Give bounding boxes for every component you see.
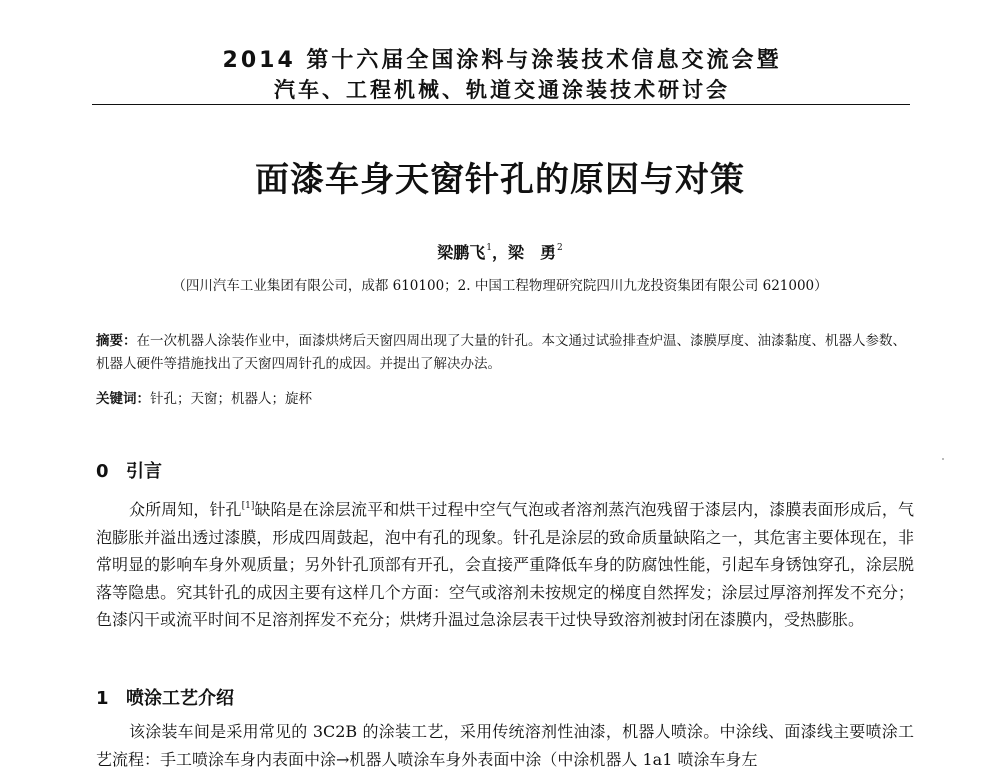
section-number: 0 — [96, 461, 109, 482]
conference-header — [92, 46, 912, 104]
section-heading-1 — [96, 684, 234, 710]
section-heading-0 — [96, 457, 162, 483]
citation-ref: [1] — [241, 501, 255, 511]
keywords-text: 针孔；天窗；机器人；旋杯 — [150, 391, 312, 407]
author-2: 梁 勇 — [508, 243, 557, 262]
header-rule — [92, 104, 910, 105]
authors — [0, 240, 1000, 263]
section-1-body — [96, 718, 914, 773]
section-0-body — [96, 493, 914, 634]
paragraph: 该涂装车间是采用常见的 3C2B 的涂装工艺，采用传统溶剂性油漆，机器人喷涂。中涂线、面漆线主要喷涂工艺流程：手工喷涂车身内表面中涂→机器人喷涂车身外表面中涂（中涂机器人 1a1 喷涂车身左 — [96, 722, 914, 769]
author-2-affil-mark: 2 — [557, 243, 563, 253]
scan-speck — [942, 458, 944, 460]
conference-name-line1: 2014 第十六届全国涂料与涂装技术信息交流会暨 — [222, 48, 782, 73]
author-1: 梁鹏飞 — [437, 243, 486, 262]
keywords-label: 关键词： — [96, 391, 150, 407]
section-title: 喷涂工艺介绍 — [126, 688, 234, 709]
author-separator: ， — [491, 243, 508, 262]
paper-title: 面漆车身天窗针孔的原因与对策 — [255, 160, 745, 200]
paragraph-text: 众所周知，针孔 — [129, 500, 242, 519]
section-title: 引言 — [126, 461, 162, 482]
keywords — [96, 389, 918, 409]
conference-name-line2: 汽车、工程机械、轨道交通涂装技术研讨会 — [274, 78, 730, 102]
paragraph — [96, 493, 914, 634]
abstract — [96, 330, 918, 376]
affiliations: （四川汽车工业集团有限公司，成都 610100；2. 中国工程物理研究院四川九龙投资集团有限公司 621000） — [172, 278, 828, 294]
abstract-text: 在一次机器人涂装作业中，面漆烘烤后天窗四周出现了大量的针孔。本文通过试验排查炉温、漆膜厚度、油漆黏度、机器人参数、机器人硬件等措施找出了天窗四周针孔的成因。并提出了解决办法。 — [96, 333, 906, 372]
paragraph-text: 缺陷是在涂层流平和烘干过程中空气气泡或者溶剂蒸汽泡残留于漆层内，漆膜表面形成后，气泡膨胀并溢出透过漆膜，形成四周鼓起，泡中有孔的现象。针孔是涂层的致命质量缺陷之一，其危害主要体现在，非常明显的影响车身外观质量；另外针孔顶部有开孔，会直接严重降低车身的防腐蚀性能，引起车身锈蚀穿孔，涂层脱落等隐患。究其针孔的成因主要有这样几个方面：空气或溶剂未按规定的梯度自然挥发；涂层过厚溶剂挥发不充分；色漆闪干或流平时间不足溶剂挥发不充分；烘烤升温过急涂层表干过快导致溶剂被封闭在漆膜内，受热膨胀。 — [96, 500, 914, 629]
abstract-label: 摘要： — [96, 333, 137, 349]
section-number: 1 — [96, 688, 109, 709]
author-1-affil-mark: 1 — [486, 243, 492, 253]
